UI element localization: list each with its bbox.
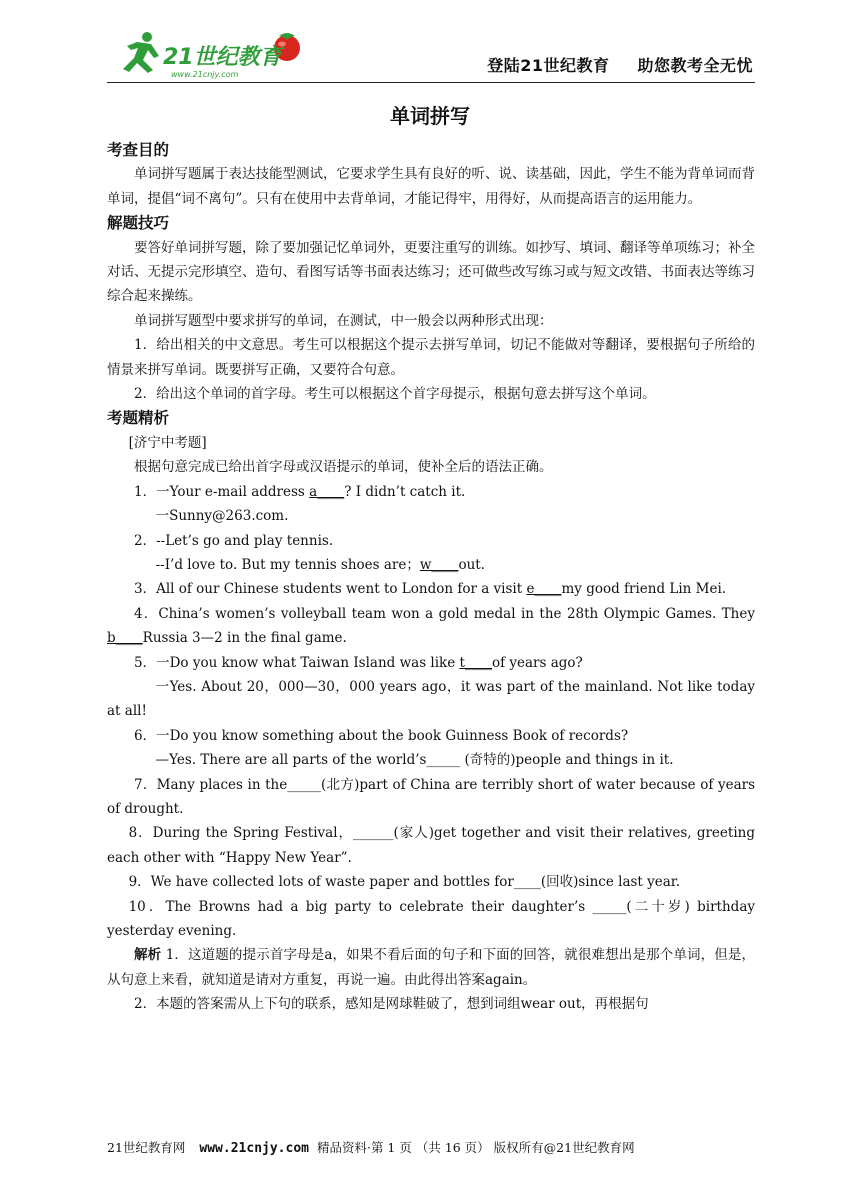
question-3: 3．All of our Chinese students went to London for a visit e____my good friend Lin Mei.: [134, 581, 727, 598]
page-title: 单词拼写: [390, 104, 470, 128]
question-7: 7．Many places in the_____(北方)part of China are terribly short of water because of years of drought.: [107, 776, 755, 817]
question-10: 10．The Browns had a big party to celebrate their daughter’s _____(二十岁) birthday yesterday evening.: [107, 898, 755, 939]
svg-text:21世纪教育: 21世纪教育: [163, 45, 282, 70]
answer-2: 2．本题的答案需从上下句的联系，感知是网球鞋破了，想到词组wear out，再根据句: [134, 996, 649, 1013]
page-footer: [107, 1138, 755, 1156]
document-body: [107, 138, 755, 1017]
question-2: 2．--Let’s go and play tennis.: [134, 532, 334, 549]
tips-paragraph-1: 要答好单词拼写题，除了要加强记忆单词外，更要注重写的训练。如抄写、填词、翻译等单项练习；补全对话、无提示完形填空、造句、看图写话等书面表达练习；还可做些改写练习或与短文改错、书面表达等练习综合起来操练。: [107, 239, 755, 305]
blank-hint: t____: [459, 654, 492, 671]
svg-text:www.21cnjy.com: www.21cnjy.com: [171, 70, 239, 79]
question-4: 4．China’s women’s volleyball team won a gold medal in the 28th Olympic Games. They b____Russia 3—2 in the final game.: [107, 605, 755, 647]
header-slogan: [487, 53, 753, 76]
page-header: [107, 28, 755, 83]
analysis-heading: 考题精析: [107, 409, 170, 428]
purpose-text: 单词拼写题属于表达技能型测试，它要求学生具有良好的听、说、读基础，因此，学生不能为背单词而背单词，提倡“词不离句”。只有在使用中去背单词，才能记得牢，用得好，从而提高语言的运用能力。: [107, 166, 755, 207]
question-2-reply: --I’d love to. But my tennis shoes are；w____out.: [155, 556, 485, 573]
blank-hint: e____: [526, 581, 562, 598]
question-6: 6．一Do you know something about the book Guinness Book of records?: [134, 727, 629, 744]
footer-left: 21世纪教育网: [107, 1140, 186, 1155]
question-1: 1．一Your e-mail address a____? I didn’t catch it.: [134, 483, 466, 500]
question-5: 5．一Do you know what Taiwan Island was like t____of years ago?: [134, 654, 583, 671]
footer-site-link[interactable]: www.21cnjy.com: [199, 1141, 309, 1156]
slogan-right: 助您教考全无忧: [637, 56, 753, 75]
answer-1: 解析 1．这道题的提示首字母是a，如果不看后面的句子和下面的回答，就很难想出是那个单词，但是，从句意上来看，就知道是请对方重复，再说一遍。由此得出答案again。: [107, 947, 755, 988]
question-5-reply: 一Yes. About 20，000—30，000 years ago，it was part of the mainland. Not like today at all!: [107, 678, 755, 720]
blank-hint: a____: [309, 483, 345, 500]
blank-hint: w____: [419, 556, 459, 573]
question-9: 9．We have collected lots of waste paper and bottles for____(回收)since last year.: [128, 874, 681, 891]
answer-label: 解析: [134, 947, 162, 964]
tips-heading: 解题技巧: [107, 214, 170, 233]
tips-paragraph-2: 单词拼写题型中要求拼写的单词，在测试，中一般会以两种形式出现：: [134, 312, 553, 329]
question-6-reply: —Yes. There are all parts of the world’s_____ (奇特的)people and things in it.: [155, 752, 674, 769]
footer-right: 精品资料·第 1 页 （共 16 页） 版权所有@21世纪教育网: [316, 1140, 635, 1155]
site-logo: [107, 28, 307, 80]
tips-paragraph-4: 2．给出这个单词的首字母。考生可以根据这个首字母提示，根据句意去拼写这个单词。: [134, 386, 656, 403]
exam-source: [济宁中考题]: [128, 434, 207, 451]
tips-paragraph-3: 1．给出相关的中文意思。考生可以根据这个提示去拼写单词，切记不能做对等翻译，要根据句子所给的情景来拼写单词。既要拼写正确，又要符合句意。: [107, 337, 755, 378]
runner-icon: [123, 32, 159, 73]
slogan-left: 登陆21世纪教育: [487, 56, 610, 75]
question-8: 8．During the Spring Festival，______(家人)get together and visit their relatives, greeting each other with “Happy New Year”.: [107, 825, 755, 866]
blank-hint: b____: [107, 630, 143, 647]
purpose-heading: 考查目的: [107, 141, 170, 159]
exam-instruction: 根据句意完成已给出首字母或汉语提示的单词，使补全后的语法正确。: [134, 459, 553, 476]
question-1-reply: 一Sunny@263.com.: [155, 508, 289, 525]
